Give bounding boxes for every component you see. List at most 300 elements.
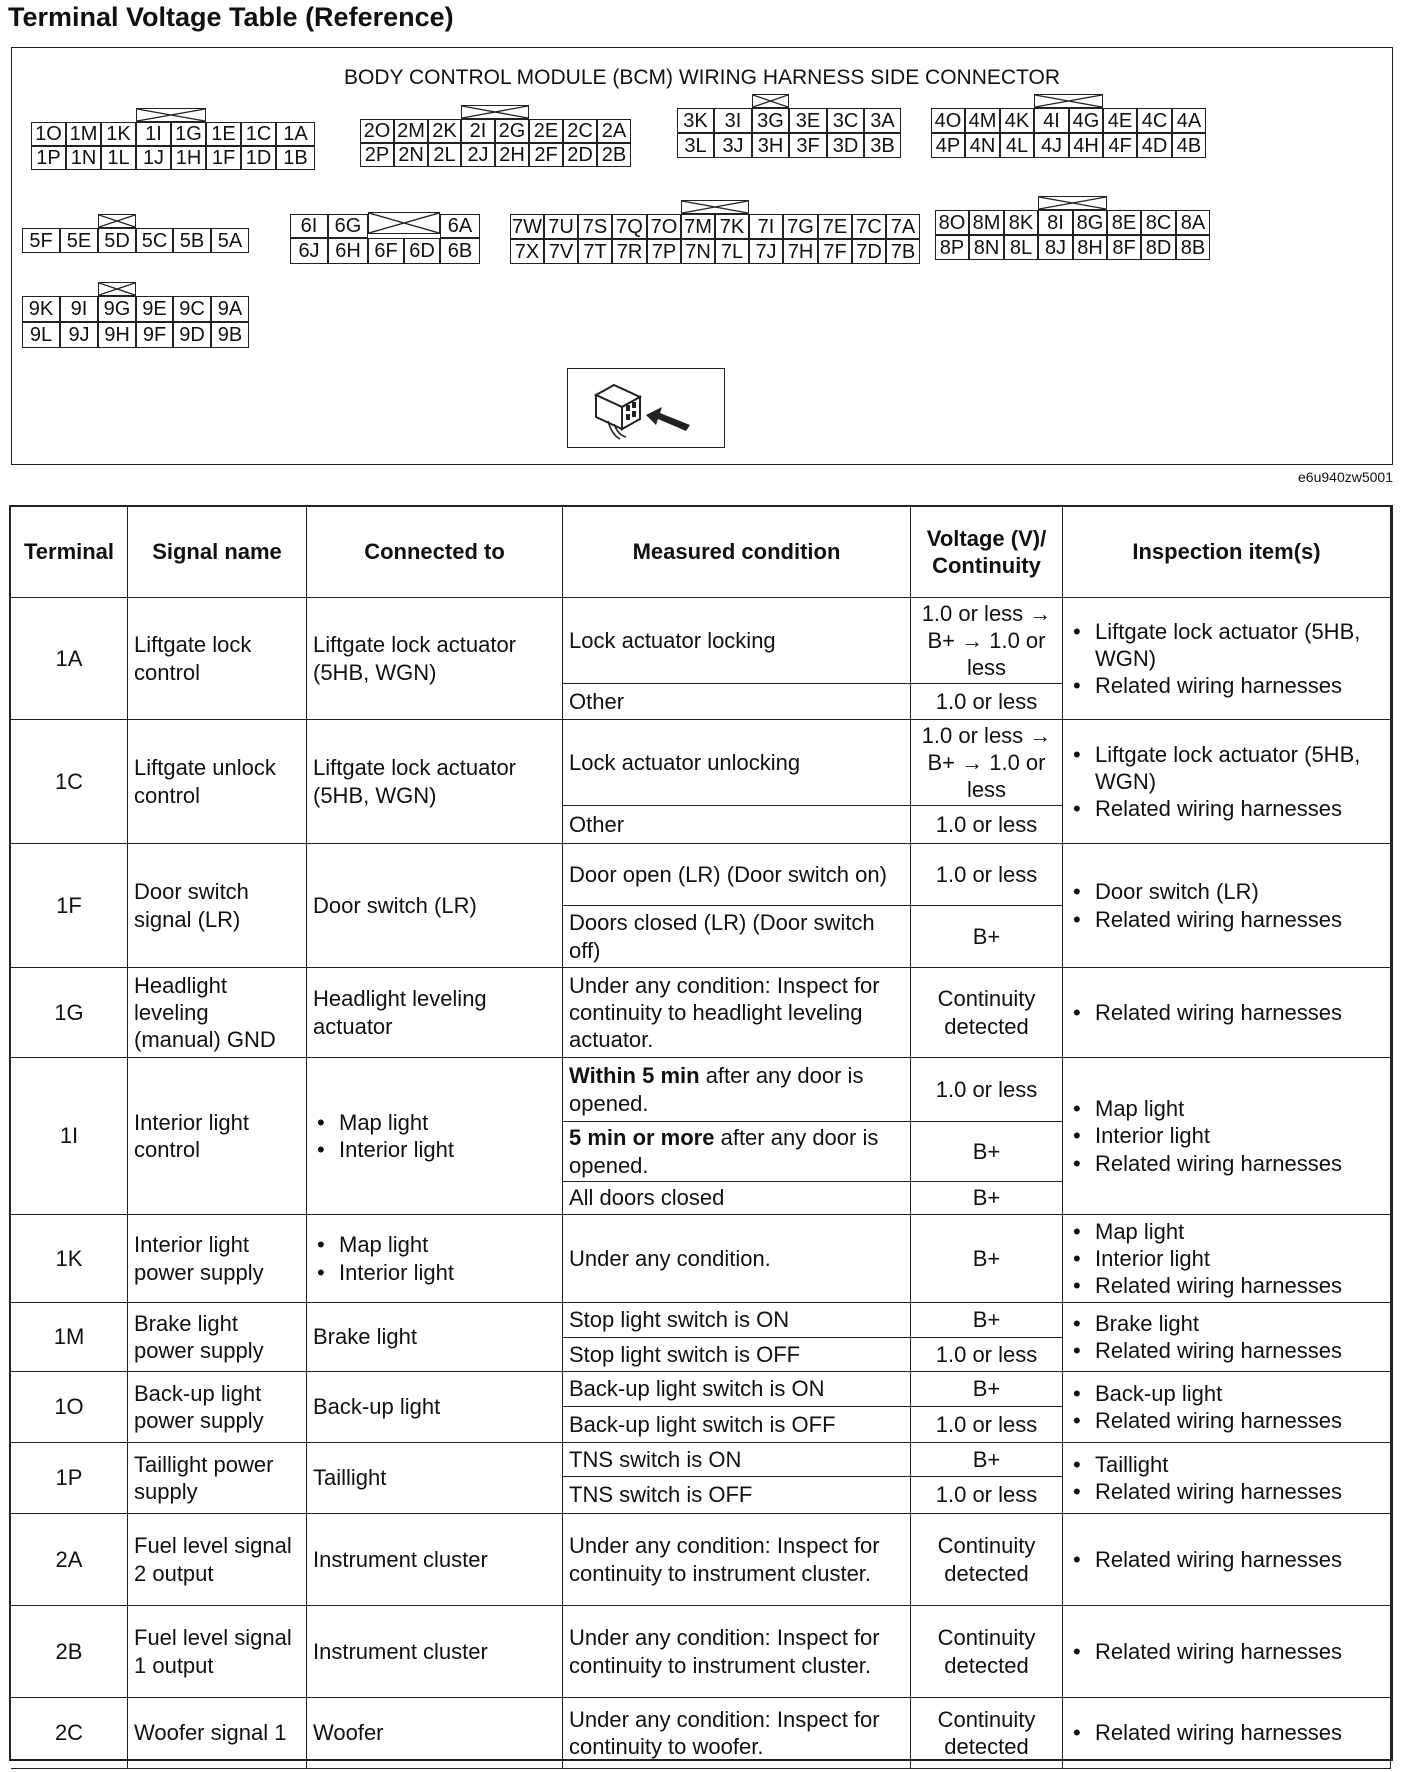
- terminal-pin: 3K: [677, 108, 714, 133]
- inspection-cell: [1063, 1698, 1391, 1769]
- terminal-pin: 7G: [783, 214, 818, 239]
- bullet-list: [1069, 618, 1384, 699]
- terminal-pin: 7N: [681, 239, 715, 264]
- terminal-cell: 1O: [11, 1372, 128, 1443]
- measured-condition-cell: [563, 1443, 911, 1477]
- header-terminal: Terminal: [11, 507, 128, 598]
- list-item: • Map light: [1069, 1218, 1342, 1245]
- connector-7: [510, 214, 920, 264]
- connected-to-cell: [307, 1058, 563, 1215]
- diagram-heading: BODY CONTROL MODULE (BCM) WIRING HARNESS SIDE CONNECTOR: [343, 66, 1060, 89]
- terminal-pin: 2M: [394, 119, 428, 143]
- measured-condition-cell: [563, 598, 911, 684]
- header-inspection: Inspection item(s): [1063, 507, 1391, 598]
- inspection-cell: [1063, 1514, 1391, 1606]
- terminal-pin: 5F: [22, 228, 60, 253]
- condition-emphasis: Within 5 min: [569, 1063, 700, 1089]
- list-item: • Map light: [1069, 1095, 1342, 1122]
- header-measured-condition: Measured condition: [563, 507, 911, 598]
- condition-text: Door open (LR) (Door switch on): [569, 861, 887, 887]
- list-item: • Related wiring harnesses: [1069, 672, 1384, 699]
- connector-8: [935, 210, 1210, 260]
- list-item: • Related wiring harnesses: [1069, 1272, 1342, 1299]
- list-item: • Related wiring harnesses: [1069, 1719, 1342, 1746]
- signal-name-cell: Headlight leveling (manual) GND: [128, 968, 307, 1058]
- condition-rest: after any door is opened.: [569, 1063, 864, 1116]
- voltage-cell: 1.0 or less: [911, 1407, 1063, 1443]
- terminal-cell: 1A: [11, 598, 128, 720]
- terminal-pin: 4D: [1137, 133, 1172, 158]
- terminal-pin: 6I: [290, 214, 328, 238]
- connector-key-icon: [1034, 94, 1103, 108]
- measured-condition-cell: [563, 1215, 911, 1303]
- terminal-pin: 7K: [715, 214, 749, 239]
- condition-text: [569, 1062, 904, 1116]
- terminal-pin: 9E: [136, 296, 173, 322]
- connector-view-icon: [567, 368, 725, 448]
- voltage-cell: Continuity detected: [911, 968, 1063, 1058]
- condition-text: Stop light switch is ON: [569, 1307, 790, 1333]
- terminal-pin: 9I: [60, 296, 98, 322]
- condition-text: TNS switch is OFF: [569, 1482, 753, 1508]
- list-item: • Map light: [313, 1231, 454, 1258]
- terminal-pin: 9D: [173, 322, 211, 348]
- signal-name-cell: Liftgate lock control: [128, 598, 307, 720]
- list-item: • Related wiring harnesses: [1069, 1337, 1342, 1364]
- voltage-cell: 1.0 or less → B+ → 1.0 or less: [911, 720, 1063, 806]
- terminal-cell: 1G: [11, 968, 128, 1058]
- terminal-pin: 7W: [512, 215, 542, 238]
- connector-4: [931, 108, 1206, 158]
- terminal-pin: 1L: [101, 146, 136, 170]
- terminal-pin: 7D: [852, 239, 886, 264]
- condition-text: Under any condition: Inspect for continuity to woofer.: [569, 1706, 880, 1759]
- terminal-pin: 2N: [394, 143, 428, 167]
- terminal-pin: 4O: [931, 108, 965, 133]
- measured-condition-cell: [563, 1182, 911, 1215]
- terminal-pin: 8P: [935, 235, 969, 260]
- condition-rest: after any door is opened.: [569, 1125, 879, 1178]
- list-item: • Related wiring harnesses: [1069, 1150, 1342, 1177]
- terminal-pin: 6G: [328, 214, 368, 238]
- terminal-pin: 8L: [1004, 235, 1038, 260]
- inspection-cell: [1063, 1606, 1391, 1698]
- terminal-pin: 4E: [1103, 108, 1137, 133]
- terminal-cell: 1K: [11, 1215, 128, 1303]
- list-item: • Liftgate lock actuator (5HB, WGN): [1069, 618, 1384, 672]
- terminal-pin: 1J: [136, 146, 171, 170]
- connected-to-cell: Back-up light: [307, 1372, 563, 1443]
- measured-condition-cell: [563, 1122, 911, 1182]
- terminal-pin: 5A: [211, 228, 249, 253]
- terminal-pin: 8B: [1176, 235, 1210, 260]
- bullet-list: [1069, 1546, 1342, 1573]
- terminal-pin: 2F: [529, 143, 563, 167]
- terminal-pin: 8H: [1073, 235, 1107, 260]
- terminal-pin: 1E: [206, 122, 241, 146]
- voltage-cell: B+: [911, 1372, 1063, 1407]
- voltage-cell: B+: [911, 1182, 1063, 1215]
- connector-3: [677, 108, 901, 158]
- inspection-cell: [1063, 1058, 1391, 1215]
- terminal-pin: 9B: [211, 322, 249, 348]
- connector-key-icon: [681, 200, 749, 214]
- terminal-cell: 1C: [11, 720, 128, 844]
- condition-text: Other: [569, 688, 625, 714]
- terminal-cell: 2C: [11, 1698, 128, 1769]
- signal-name-cell: Interior light power supply: [128, 1215, 307, 1303]
- terminal-pin: 2H: [495, 143, 529, 167]
- inspection-cell: [1063, 1372, 1391, 1443]
- list-item: • Liftgate lock actuator (5HB, WGN): [1069, 741, 1384, 795]
- connector-diagram: [11, 47, 1393, 465]
- measured-condition-cell: [563, 906, 911, 968]
- terminal-cell: 1I: [11, 1058, 128, 1215]
- bullet-list: [1069, 999, 1342, 1026]
- terminal-pin: 8I: [1038, 210, 1073, 235]
- terminal-pin: 7V: [544, 239, 578, 264]
- signal-name-cell: Interior light control: [128, 1058, 307, 1215]
- signal-name-cell: Back-up light power supply: [128, 1372, 307, 1443]
- terminal-pin: 9F: [136, 322, 173, 348]
- inspection-cell: [1063, 1303, 1391, 1372]
- terminal-pin: 6A: [440, 214, 480, 238]
- terminal-pin: 8M: [969, 210, 1004, 235]
- signal-name-cell: Fuel level signal 1 output: [128, 1606, 307, 1698]
- connected-to-cell: Woofer: [307, 1698, 563, 1769]
- terminal-cell: 1P: [11, 1443, 128, 1514]
- terminal-pin: 2J: [461, 143, 495, 167]
- terminal-pin: 3A: [864, 108, 901, 133]
- voltage-cell: B+: [911, 1443, 1063, 1477]
- terminal-pin: 3D: [827, 133, 864, 158]
- signal-name-cell: Brake light power supply: [128, 1303, 307, 1372]
- list-item: • Related wiring harnesses: [1069, 1638, 1342, 1665]
- condition-emphasis: 5 min or more: [569, 1125, 715, 1151]
- terminal-pin: 7Q: [612, 214, 647, 239]
- terminal-pin: 4K: [1000, 108, 1034, 133]
- terminal-pin: 7U: [544, 214, 578, 239]
- voltage-cell: Continuity detected: [911, 1698, 1063, 1769]
- connector-key-icon: [461, 105, 529, 119]
- terminal-pin: 6J: [290, 238, 328, 264]
- terminal-pin: 1I: [136, 122, 171, 146]
- voltage-cell: 1.0 or less: [911, 684, 1063, 720]
- measured-condition-cell: [563, 1058, 911, 1122]
- terminal-pin: 1A: [276, 122, 315, 146]
- terminal-pin: 5D: [98, 228, 136, 253]
- list-item: • Interior light: [313, 1136, 454, 1163]
- list-item: • Related wiring harnesses: [1069, 795, 1384, 822]
- voltage-cell: 1.0 or less → B+ → 1.0 or less: [911, 598, 1063, 684]
- terminal-pin: 3I: [714, 108, 752, 133]
- condition-text: Under any condition: Inspect for continuity to instrument cluster.: [569, 1625, 880, 1678]
- measured-condition-cell: [563, 684, 911, 720]
- signal-name-cell: Liftgate unlock control: [128, 720, 307, 844]
- terminal-pin: 1D: [241, 146, 276, 170]
- terminal-pin: 8E: [1107, 210, 1141, 235]
- terminal-pin: 1P: [31, 146, 66, 170]
- connector-key-icon: [98, 282, 136, 296]
- signal-name-cell: Woofer signal 1: [128, 1698, 307, 1769]
- diagram-code: e6u940zw5001: [1298, 469, 1393, 485]
- voltage-cell: 1.0 or less: [911, 844, 1063, 906]
- terminal-pin: 2A: [597, 119, 631, 143]
- terminal-pin: 5C: [136, 228, 173, 253]
- connector-key-icon: [1038, 196, 1107, 210]
- terminal-pin: 3H: [752, 133, 789, 158]
- voltage-cell: 1.0 or less: [911, 1338, 1063, 1372]
- terminal-pin: 2G: [495, 119, 529, 143]
- list-item: • Taillight: [1069, 1451, 1342, 1478]
- condition-text: Doors closed (LR) (Door switch off): [569, 910, 875, 963]
- list-item: • Interior light: [313, 1259, 454, 1286]
- inspection-cell: [1063, 968, 1391, 1058]
- bullet-list: [313, 1231, 454, 1285]
- header-connected-to: Connected to: [307, 507, 563, 598]
- terminal-pin: 4J: [1034, 133, 1069, 158]
- condition-text: Under any condition: Inspect for continuity to headlight leveling actuator.: [569, 972, 880, 1053]
- terminal-pin: 7H: [783, 239, 818, 264]
- terminal-pin: 1O: [31, 122, 66, 146]
- bullet-list: [1069, 1638, 1342, 1665]
- terminal-pin: 3E: [789, 108, 827, 133]
- voltage-cell: B+: [911, 906, 1063, 968]
- bullet-list: [1069, 741, 1384, 822]
- connector-key-icon: [136, 108, 206, 122]
- condition-text: Other: [569, 811, 625, 837]
- terminal-pin: 7C: [852, 214, 886, 239]
- terminal-pin: 3F: [789, 133, 827, 158]
- terminal-pin: 8A: [1176, 210, 1210, 235]
- terminal-pin: 1B: [276, 146, 315, 170]
- list-item: • Related wiring harnesses: [1069, 906, 1342, 933]
- connector-5: [22, 228, 249, 253]
- inspection-cell: [1063, 1443, 1391, 1514]
- terminal-pin: 7B: [886, 239, 920, 264]
- connector-9: [22, 296, 249, 348]
- terminal-pin: 7R: [612, 239, 647, 264]
- connected-to-cell: Liftgate lock actuator (5HB, WGN): [307, 720, 563, 844]
- list-item: • Related wiring harnesses: [1069, 1478, 1342, 1505]
- terminal-pin: 2I: [461, 119, 495, 143]
- terminal-cell: 1F: [11, 844, 128, 968]
- terminal-pin: 4B: [1172, 133, 1206, 158]
- terminal-pin: 8C: [1141, 210, 1176, 235]
- terminal-pin: 5B: [173, 228, 211, 253]
- bullet-list: [1069, 1719, 1342, 1746]
- voltage-cell: B+: [911, 1215, 1063, 1303]
- bullet-list: [1069, 1380, 1342, 1434]
- connector-key-icon: [368, 212, 440, 234]
- terminal-pin: 8F: [1107, 235, 1141, 260]
- bullet-list: [1069, 1310, 1342, 1364]
- list-item: • Related wiring harnesses: [1069, 999, 1342, 1026]
- terminal-pin: 2D: [563, 143, 597, 167]
- terminal-pin: 3G: [752, 108, 789, 133]
- connector-6: [290, 212, 480, 264]
- measured-condition-cell: [563, 1606, 911, 1698]
- terminal-pin: 8G: [1073, 210, 1107, 235]
- measured-condition-cell: [563, 720, 911, 806]
- terminal-pin: 1K: [101, 122, 136, 146]
- terminal-pin: 1F: [206, 146, 241, 170]
- condition-text: Under any condition.: [569, 1245, 771, 1271]
- inspection-cell: [1063, 720, 1391, 844]
- bullet-list: [1069, 1451, 1342, 1505]
- terminal-pin: 9C: [173, 296, 211, 322]
- condition-text: [569, 1124, 904, 1178]
- connected-to-cell: Liftgate lock actuator (5HB, WGN): [307, 598, 563, 720]
- connected-to-cell: Instrument cluster: [307, 1606, 563, 1698]
- terminal-pin: 8K: [1004, 210, 1038, 235]
- terminal-pin: 6F: [368, 238, 404, 264]
- connected-to-cell: Door switch (LR): [307, 844, 563, 968]
- terminal-pin: 3B: [864, 133, 901, 158]
- terminal-pin: 2O: [360, 119, 394, 143]
- terminal-pin: 2C: [563, 119, 597, 143]
- terminal-pin: 7X: [510, 239, 544, 264]
- terminal-voltage-table: [9, 505, 1393, 1761]
- inspection-cell: [1063, 844, 1391, 968]
- list-item: • Back-up light: [1069, 1380, 1342, 1407]
- connector-1: [31, 122, 315, 170]
- header-voltage: Voltage (V)/ Continuity: [911, 507, 1063, 598]
- measured-condition-cell: [563, 1338, 911, 1372]
- condition-text: Under any condition: Inspect for continuity to instrument cluster.: [569, 1533, 880, 1586]
- measured-condition-cell: [563, 1477, 911, 1514]
- bullet-list: [313, 1109, 454, 1163]
- terminal-pin: 8N: [969, 235, 1004, 260]
- signal-name-cell: Fuel level signal 2 output: [128, 1514, 307, 1606]
- voltage-cell: 1.0 or less: [911, 1477, 1063, 1514]
- terminal-pin: 7I: [749, 214, 783, 239]
- voltage-cell: 1.0 or less: [911, 806, 1063, 844]
- measured-condition-cell: [563, 1698, 911, 1769]
- terminal-pin: 4I: [1034, 108, 1069, 133]
- terminal-pin: 7O: [647, 214, 681, 239]
- connected-to-cell: Taillight: [307, 1443, 563, 1514]
- bullet-list: [1069, 1218, 1342, 1299]
- terminal-pin: 8D: [1141, 235, 1176, 260]
- bullet-list: [1069, 878, 1342, 932]
- terminal-pin: 6D: [404, 238, 440, 264]
- terminal-pin: 1G: [171, 122, 206, 146]
- connected-to-cell: Headlight leveling actuator: [307, 968, 563, 1058]
- condition-text: Lock actuator unlocking: [569, 749, 801, 775]
- voltage-cell: Continuity detected: [911, 1606, 1063, 1698]
- terminal-pin: 7T: [578, 239, 612, 264]
- measured-condition-cell: [563, 1514, 911, 1606]
- condition-text: TNS switch is ON: [569, 1446, 742, 1472]
- condition-text: All doors closed: [569, 1185, 725, 1211]
- terminal-pin: 9K: [22, 296, 60, 322]
- terminal-pin: 7L: [715, 239, 749, 264]
- inspection-cell: [1063, 598, 1391, 720]
- terminal-pin: 8J: [1038, 235, 1073, 260]
- list-item: • Related wiring harnesses: [1069, 1407, 1342, 1434]
- connected-to-cell: [307, 1215, 563, 1303]
- condition-text: Lock actuator locking: [569, 627, 776, 653]
- terminal-pin: 7J: [749, 239, 783, 264]
- measured-condition-cell: [563, 968, 911, 1058]
- terminal-pin: 4L: [1000, 133, 1034, 158]
- terminal-pin: 8O: [935, 210, 969, 235]
- terminal-pin: 9J: [60, 322, 98, 348]
- bullet-list: [1069, 1095, 1342, 1176]
- terminal-cell: 2B: [11, 1606, 128, 1698]
- condition-text: Stop light switch is OFF: [569, 1341, 801, 1367]
- terminal-pin: 3J: [714, 133, 752, 158]
- connector-key-icon: [98, 214, 136, 228]
- terminal-cell: 2A: [11, 1514, 128, 1606]
- terminal-pin: 9H: [98, 322, 136, 348]
- terminal-pin: 4N: [965, 133, 1000, 158]
- terminal-pin: 2B: [597, 143, 631, 167]
- terminal-pin: 4M: [965, 108, 1000, 133]
- list-item: • Interior light: [1069, 1122, 1342, 1149]
- list-item: • Related wiring harnesses: [1069, 1546, 1342, 1573]
- terminal-pin: 1C: [241, 122, 276, 146]
- terminal-pin: 7P: [647, 239, 681, 264]
- voltage-cell: Continuity detected: [911, 1514, 1063, 1606]
- signal-name-cell: Door switch signal (LR): [128, 844, 307, 968]
- condition-text: Back-up light switch is ON: [569, 1376, 825, 1402]
- terminal-pin: 4P: [931, 133, 965, 158]
- measured-condition-cell: [563, 844, 911, 906]
- terminal-pin: 3L: [677, 133, 714, 158]
- connector-key-icon: [752, 94, 789, 108]
- terminal-pin: 1M: [66, 122, 101, 146]
- terminal-pin: 2P: [360, 143, 394, 167]
- terminal-pin: 5E: [60, 228, 98, 253]
- terminal-pin: 4H: [1069, 133, 1103, 158]
- measured-condition-cell: [563, 1407, 911, 1443]
- terminal-pin: 7A: [886, 214, 920, 239]
- voltage-cell: B+: [911, 1303, 1063, 1338]
- signal-name-cell: Taillight power supply: [128, 1443, 307, 1514]
- list-item: • Map light: [313, 1109, 454, 1136]
- terminal-pin: 4C: [1137, 108, 1172, 133]
- condition-text: Back-up light switch is OFF: [569, 1411, 836, 1437]
- terminal-pin: 2L: [428, 143, 461, 167]
- terminal-pin: 3C: [827, 108, 864, 133]
- connected-to-cell: Brake light: [307, 1303, 563, 1372]
- measured-condition-cell: [563, 1372, 911, 1407]
- terminal-pin: 7F: [818, 239, 852, 264]
- terminal-pin: 9A: [211, 296, 249, 322]
- measured-condition-cell: [563, 1303, 911, 1338]
- terminal-pin: 1N: [66, 146, 101, 170]
- inspection-cell: [1063, 1215, 1391, 1303]
- list-item: • Interior light: [1069, 1245, 1342, 1272]
- list-item: • Brake light: [1069, 1310, 1342, 1337]
- header-signal-name: Signal name: [128, 507, 307, 598]
- voltage-cell: 1.0 or less: [911, 1058, 1063, 1122]
- voltage-cell: B+: [911, 1122, 1063, 1182]
- connector-2: [360, 119, 631, 167]
- page-title: Terminal Voltage Table (Reference): [8, 2, 454, 32]
- terminal-pin: 1H: [171, 146, 206, 170]
- terminal-pin: 9L: [22, 322, 60, 348]
- measured-condition-cell: [563, 806, 911, 844]
- terminal-pin: 7E: [818, 214, 852, 239]
- terminal-pin: 9G: [98, 296, 136, 322]
- terminal-pin: 2E: [529, 119, 563, 143]
- terminal-pin: 7S: [578, 214, 612, 239]
- terminal-pin: 6B: [440, 238, 480, 264]
- terminal-pin: 4G: [1069, 108, 1103, 133]
